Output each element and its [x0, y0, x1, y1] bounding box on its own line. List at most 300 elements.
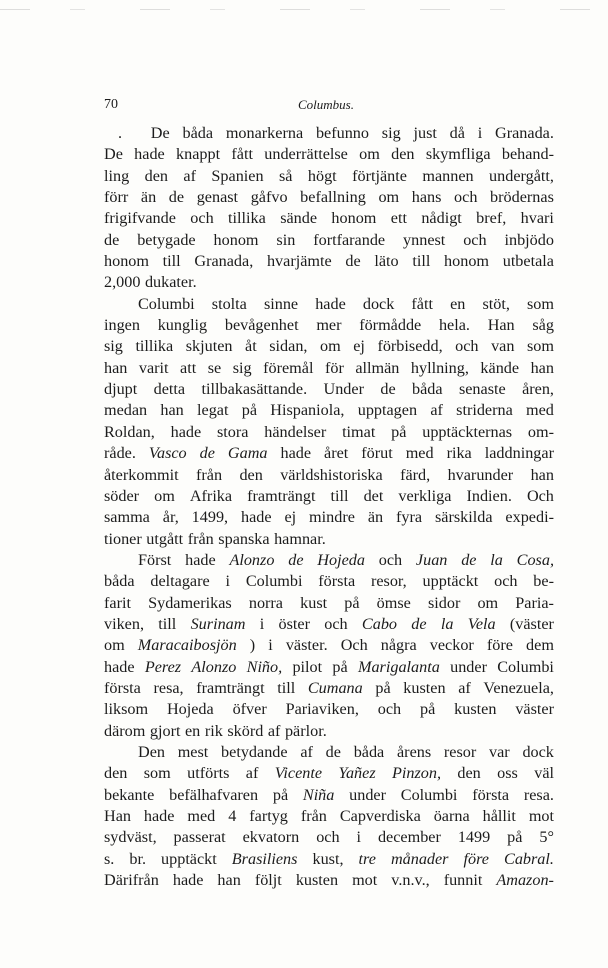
text-line [104, 721, 554, 742]
word: december [377, 828, 441, 847]
word: hyllning, [410, 358, 469, 377]
word: mannen [422, 166, 474, 185]
word: den [239, 465, 263, 484]
word: Paria- [515, 593, 554, 612]
word: världshistoriska [280, 465, 383, 484]
word: på [241, 401, 258, 420]
word: upptagen [357, 401, 418, 420]
word: Granada, [194, 252, 254, 271]
word: och [494, 572, 518, 591]
word: som [526, 337, 554, 356]
word: som [527, 294, 554, 313]
word: Sydamerikas [148, 593, 232, 612]
italic-word: Alonzo [229, 550, 275, 569]
word: en [450, 294, 466, 313]
word: resa, [153, 678, 184, 697]
italic-word: Cumana [307, 678, 363, 697]
word: till [412, 252, 431, 271]
word: öarna [433, 807, 470, 825]
word: Columbi [138, 294, 195, 313]
word: råde. [104, 444, 136, 463]
word: se [207, 358, 222, 377]
word: resa. [523, 785, 554, 804]
word: och [190, 209, 214, 228]
word: förut [361, 444, 393, 463]
word: förr [104, 188, 129, 207]
italic-word: Pinzon, [392, 764, 442, 783]
text-line [104, 635, 554, 656]
word: kunglig [157, 316, 208, 335]
word: af [458, 678, 471, 697]
body-text [104, 123, 554, 891]
word: resor [443, 742, 477, 761]
word: till [330, 486, 349, 505]
word: djupt [104, 380, 138, 399]
word: honom [444, 252, 490, 271]
scan-edge-mark [0, 9, 608, 10]
word: och [454, 188, 478, 207]
word: ) [249, 636, 256, 655]
text-line [104, 123, 554, 144]
word: hamnar. [274, 529, 326, 548]
word: under [349, 785, 386, 804]
text-line [104, 379, 554, 400]
italic-word: Niño, [246, 657, 283, 676]
italic-word: de [288, 550, 304, 569]
word: De [150, 124, 170, 142]
word: dock [522, 742, 554, 761]
paragraph-mark: . [118, 124, 123, 142]
word: och [455, 337, 479, 356]
word: hela. [438, 316, 470, 335]
text-line [104, 486, 554, 507]
word: fått [231, 145, 253, 164]
word: och [463, 230, 487, 249]
word: Pariaviken, [285, 700, 359, 719]
word: norra [248, 593, 283, 612]
word: upptäckternas [422, 422, 513, 441]
word: Roldan, [104, 422, 155, 441]
word: br. [129, 849, 147, 868]
word: på [344, 593, 360, 612]
word: liksom [104, 700, 149, 719]
word: funnit [443, 871, 483, 890]
word: första [104, 678, 141, 697]
word: laddningar [484, 444, 554, 463]
text-line [104, 806, 554, 827]
text-line [104, 187, 554, 208]
text-line [104, 251, 554, 272]
word: De [104, 145, 123, 164]
word: var [489, 742, 510, 761]
text-line [104, 294, 554, 315]
word: hade [143, 807, 175, 825]
word: och [324, 614, 348, 633]
text-line [104, 678, 554, 699]
word: 2,000 [104, 273, 141, 292]
word: sidan, [269, 337, 308, 356]
word: som [143, 764, 171, 783]
word: undergått, [489, 166, 554, 185]
word: hvari [520, 209, 554, 228]
word: kust, [312, 849, 344, 868]
word: befunno [315, 124, 369, 142]
word: bekante [104, 785, 155, 804]
word: pärlor. [284, 721, 327, 740]
word: mot [352, 871, 378, 890]
word: fått [411, 294, 433, 313]
word: dukater. [144, 273, 197, 292]
word: v.n.v., [391, 871, 430, 890]
italic-word: Surinam [190, 614, 246, 633]
word: Han [104, 807, 131, 825]
italic-word: Cosa, [516, 550, 554, 569]
word: monarkerna [225, 124, 304, 142]
word: 1499 [457, 828, 491, 847]
word: till [277, 678, 296, 697]
word: hade [185, 550, 216, 569]
word: de [168, 188, 185, 207]
word: knappt [176, 145, 221, 164]
word: be- [533, 572, 554, 591]
word: Den [138, 742, 165, 761]
word: han [104, 358, 128, 377]
italic-word: före [463, 849, 489, 868]
word: om- [527, 422, 554, 441]
word: skymfliga [425, 145, 491, 164]
word: första [472, 785, 510, 804]
word: detta [153, 380, 186, 399]
word: mot [528, 807, 554, 825]
word: förmådde [359, 316, 422, 335]
word: från [187, 529, 214, 548]
word: öfver [232, 700, 267, 719]
word: spanska [218, 529, 270, 548]
word: väl [534, 764, 554, 783]
italic-word: Perez [144, 657, 182, 676]
text-line [104, 465, 554, 486]
word: tillika [228, 209, 266, 228]
text-line [104, 849, 554, 870]
word: på [272, 785, 289, 804]
word: om [154, 486, 175, 505]
word: behand- [501, 145, 554, 164]
word: s. [104, 849, 115, 868]
word: hade [240, 508, 272, 527]
word: befallning [300, 188, 366, 207]
word: tillbakasättande. [201, 380, 308, 399]
word: särskilda [434, 508, 493, 527]
word: fyra [396, 508, 423, 527]
text-line [104, 208, 554, 229]
italic-word: Vela [467, 614, 496, 633]
text-line [104, 742, 554, 763]
word: med [526, 401, 554, 420]
word: förbisedd, [377, 337, 443, 356]
word: åren, [522, 380, 554, 399]
word: af [300, 742, 313, 761]
word: Spanien [211, 166, 264, 185]
text-line [104, 400, 554, 421]
word: tillika [135, 337, 174, 356]
word: i [477, 124, 483, 142]
word: ekvatorn [242, 828, 300, 847]
word: Capverdiska [339, 807, 421, 825]
word: båda [182, 124, 214, 142]
word: hade [172, 871, 204, 890]
word: på [507, 828, 523, 847]
word: stöt, [482, 294, 510, 313]
word: föremål [263, 358, 314, 377]
word: att [180, 358, 197, 377]
italic-word: Hojeda [317, 550, 365, 569]
word: gjort [149, 721, 181, 740]
word: med [187, 807, 216, 825]
text-line [104, 507, 554, 528]
word: till [158, 614, 177, 633]
word: hvarjämte [266, 252, 332, 271]
italic-word: Alonzo [191, 657, 237, 676]
text-line [104, 614, 554, 635]
page-number: 70 [104, 97, 118, 112]
word: väster [515, 700, 554, 719]
word: Och [526, 486, 554, 505]
word: skörd [227, 721, 264, 740]
word: under [450, 657, 487, 676]
word: tioner [104, 529, 142, 548]
word: händelser [264, 422, 327, 441]
word: om [378, 188, 400, 207]
word: på [332, 657, 348, 676]
word: kusten [454, 700, 497, 719]
word: dock [362, 294, 395, 313]
word: utgått [146, 529, 184, 548]
word: båda [412, 380, 443, 399]
word: såg [532, 316, 554, 335]
word: Columbi [400, 785, 458, 804]
word: pilot [292, 657, 323, 676]
italic-word: tre [358, 849, 376, 868]
word: sin [276, 230, 296, 249]
word: den [391, 145, 415, 164]
word: åt [245, 337, 257, 356]
text-line [104, 529, 554, 550]
word: de [380, 380, 396, 399]
word: hade [315, 294, 346, 313]
word: från [300, 807, 327, 825]
word: dem [526, 636, 554, 655]
word: Columbi [245, 572, 303, 591]
word: af [245, 764, 259, 783]
word: utbetala [502, 252, 554, 271]
word: genast [196, 188, 239, 207]
word: (väster [509, 614, 554, 633]
word: upptäckt [161, 849, 217, 868]
word: på [420, 700, 436, 719]
word: år, [162, 508, 179, 527]
word: Under [323, 380, 364, 399]
word: Han [487, 316, 515, 335]
text-line [104, 144, 554, 165]
word: passerat [173, 828, 226, 847]
italic-word: Maracaibosjön [137, 636, 237, 655]
italic-word: Marigalanta [357, 657, 440, 676]
word: fartyg [249, 807, 288, 825]
word: af [430, 401, 443, 420]
word: just [413, 124, 437, 142]
word: kusten [403, 678, 446, 697]
word: ynnest [403, 230, 446, 249]
word: timat [342, 422, 376, 441]
word: de [104, 230, 120, 249]
word: läto [374, 252, 399, 271]
word: hade [134, 145, 165, 164]
word: i [356, 828, 362, 847]
word: Granada. [495, 124, 554, 142]
text-line [104, 230, 554, 251]
word: återkommit [104, 465, 179, 484]
word: ling [104, 166, 130, 185]
word: från [196, 465, 223, 484]
word: oss [497, 764, 518, 783]
word: stora [216, 422, 249, 441]
word: till [162, 252, 181, 271]
word: hade [280, 444, 312, 463]
word: inbjödo [504, 230, 554, 249]
word: med [405, 444, 434, 463]
italic-word: Cabo [361, 614, 398, 633]
word: framträngt [196, 678, 265, 697]
italic-word: Vasco [148, 444, 187, 463]
word: verkliga [398, 486, 452, 505]
word: än [367, 508, 384, 527]
word: ömse [376, 593, 411, 612]
word: striderna [456, 401, 513, 420]
word: några [380, 636, 417, 655]
word: de [345, 252, 361, 271]
word: kände [480, 358, 520, 377]
text-line [104, 763, 554, 784]
word: upptäckt [422, 572, 479, 591]
word: stolta [211, 294, 247, 313]
text-line [104, 593, 554, 614]
word: expedi- [505, 508, 554, 527]
word: en [185, 721, 201, 740]
word: ej [284, 508, 297, 527]
word: högt [307, 166, 337, 185]
word: på [375, 678, 391, 697]
word: så [278, 166, 293, 185]
word: rika [446, 444, 472, 463]
word: allmän [355, 358, 400, 377]
word: 1499, [191, 508, 229, 527]
word: af [183, 166, 196, 185]
word: nådigt [421, 209, 462, 228]
word: han [217, 871, 241, 890]
word: om [320, 337, 341, 356]
italic-word: Cabral. [504, 849, 554, 868]
word: ingen [104, 316, 140, 335]
word: sig [232, 358, 252, 377]
word: väster. [285, 636, 328, 655]
text-line [104, 336, 554, 357]
word: på [391, 422, 407, 441]
word: Afrika [189, 486, 233, 505]
italic-word: Niña [302, 785, 335, 804]
word: bref, [476, 209, 507, 228]
word: Hispaniola, [270, 401, 345, 420]
word: han [530, 358, 554, 377]
word: hans [411, 188, 442, 207]
word: legat [197, 401, 229, 420]
word: brödernas [490, 188, 554, 207]
text-line [104, 443, 554, 464]
word: för [324, 358, 344, 377]
word: i [268, 636, 273, 655]
text-line [104, 785, 554, 806]
word: fortfarande [313, 230, 386, 249]
word: honom [331, 209, 377, 228]
word: befälhafvaren [169, 785, 259, 804]
italic-word: de [461, 550, 477, 569]
word: söder [104, 486, 140, 505]
word: 4 [228, 807, 237, 825]
text-line [104, 571, 554, 592]
word: och [377, 700, 402, 719]
word: betygade [137, 230, 196, 249]
word: honom [213, 230, 259, 249]
word: mer [316, 316, 342, 335]
italic-word: de [199, 444, 215, 463]
word: båda [353, 742, 385, 761]
word: deltagare [150, 572, 210, 591]
word: samma [104, 508, 150, 527]
word: om [359, 145, 380, 164]
word: viken, [104, 614, 145, 633]
text-line [104, 422, 554, 443]
word: skjuten [185, 337, 233, 356]
word: öster [278, 614, 310, 633]
word: kusten [295, 871, 339, 890]
word: årens [397, 742, 432, 761]
word: hållit [482, 807, 516, 825]
word: Columbi [497, 657, 554, 676]
word: utförts [187, 764, 230, 783]
word: Och [340, 636, 368, 655]
word: veckor [429, 636, 474, 655]
italic-word: månader [390, 849, 449, 868]
word: betydande [221, 742, 288, 761]
word: han [160, 401, 184, 420]
word: i [225, 572, 230, 591]
word: Därifrån [104, 871, 159, 890]
word: då [449, 124, 465, 142]
word: Hojeda [166, 700, 214, 719]
word: förtjänte [352, 166, 407, 185]
word: om [104, 636, 125, 655]
text-line [104, 550, 554, 571]
word: van [491, 337, 515, 356]
word: rik [204, 721, 223, 740]
word: sinne [263, 294, 299, 313]
word: och [378, 550, 403, 569]
italic-word: la [490, 550, 503, 569]
text-line [104, 358, 554, 379]
word: senaste [458, 380, 506, 399]
word: båda [104, 572, 135, 591]
word: medan [104, 401, 148, 420]
word: det [363, 486, 384, 505]
